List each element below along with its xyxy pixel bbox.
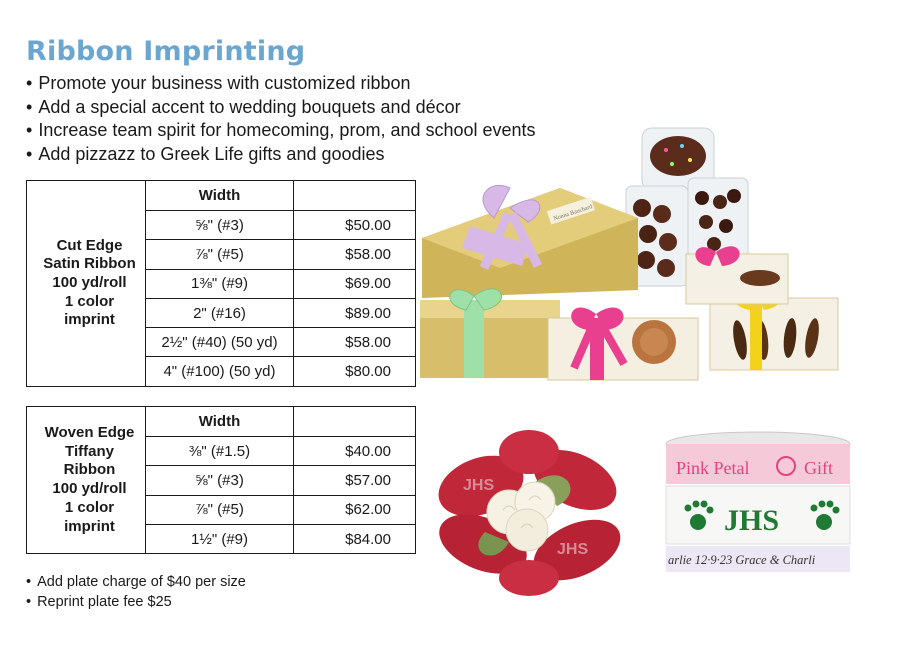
width-cell: ⅜" (#1.5)	[146, 437, 294, 466]
width-cell: 1⅜" (#9)	[146, 269, 294, 298]
satin-ribbon-price-table	[26, 180, 416, 387]
pink-ribbon-text: Pink Petal	[676, 458, 750, 478]
description-line: 1 color	[64, 292, 115, 310]
price-cell: $62.00	[294, 495, 416, 524]
price-cell: $58.00	[294, 328, 416, 357]
width-cell: ⅝" (#3)	[146, 466, 294, 495]
gold-gift-box-image	[422, 185, 638, 298]
tiffany-ribbon-description	[27, 407, 146, 554]
pink-ribbon-box-image	[548, 307, 698, 380]
description-line: Ribbon	[63, 461, 116, 479]
corsage-photo	[425, 422, 635, 600]
description-line: Satin Ribbon	[43, 255, 136, 273]
ribbon-spool-photo	[660, 430, 860, 590]
footnote-item: • Add plate charge of $40 per size	[26, 572, 246, 592]
price-cell: $80.00	[294, 357, 416, 386]
ribbon-letter-mark: JHS	[463, 477, 495, 494]
magenta-ribbon-box-image	[686, 246, 788, 304]
width-cell: ⅝" (#3)	[146, 211, 294, 240]
price-cell: $89.00	[294, 298, 416, 327]
description-line: imprint	[64, 311, 115, 329]
price-cell: $50.00	[294, 211, 416, 240]
gift-boxes-photo	[410, 118, 860, 393]
description-line: Woven Edge	[44, 423, 135, 441]
description-line: Cut Edge	[56, 236, 123, 254]
page-title: Ribbon Imprinting	[26, 36, 306, 67]
footnote-item: • Reprint plate fee $25	[26, 592, 246, 612]
box-label: Nonna Bauchard	[552, 204, 594, 223]
price-cell: $40.00	[294, 437, 416, 466]
benefit-item: • Add a special accent to wedding bouquets and décor	[26, 96, 536, 120]
wedding-ribbon-text: arlie 12·9·23 Grace & Charli	[668, 553, 816, 567]
width-cell: 2½" (#40) (50 yd)	[146, 328, 294, 357]
price-cell: $84.00	[294, 524, 416, 553]
satin-ribbon-description	[27, 181, 146, 387]
description-line: 1 color	[64, 498, 115, 516]
width-header: Width	[146, 181, 294, 211]
width-cell: ⅞" (#5)	[146, 495, 294, 524]
price-cell: $57.00	[294, 466, 416, 495]
benefit-item: • Promote your business with customized ribbon	[26, 72, 536, 96]
description-line: imprint	[64, 517, 115, 535]
jhs-ribbon-text: JHS	[724, 504, 780, 537]
ribbon-letter-mark: JHS	[557, 541, 589, 558]
description-line: Tiffany	[65, 442, 114, 460]
price-header	[294, 407, 416, 437]
pink-ribbon-text-tail: Gift	[804, 458, 833, 478]
width-cell: 4" (#100) (50 yd)	[146, 357, 294, 386]
green-ribbon-box-image	[420, 289, 560, 378]
description-line: 100 yd/roll	[52, 274, 127, 292]
footnote-list	[26, 572, 246, 612]
width-header: Width	[146, 407, 294, 437]
description-line: 100 yd/roll	[52, 480, 127, 498]
benefit-item: • Increase team spirit for homecoming, prom, and school events	[26, 119, 536, 143]
width-cell: ⅞" (#5)	[146, 240, 294, 269]
price-header	[294, 181, 416, 211]
tiffany-ribbon-price-table	[26, 406, 416, 554]
width-cell: 1½" (#9)	[146, 524, 294, 553]
width-cell: 2" (#16)	[146, 298, 294, 327]
price-cell: $69.00	[294, 269, 416, 298]
price-cell: $58.00	[294, 240, 416, 269]
benefit-item: • Add pizzazz to Greek Life gifts and goodies	[26, 143, 536, 167]
